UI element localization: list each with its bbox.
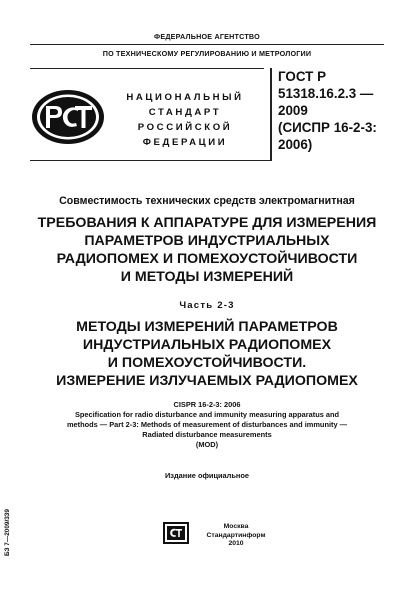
cispr-description-line: (MOD) (195, 440, 219, 449)
part-title-line: И ПОМЕХОУСТОЙЧИВОСТИ. (107, 355, 307, 371)
standard-number-line: 51318.16.2.3 — (278, 86, 374, 101)
standard-block-vertical-rule (270, 68, 272, 160)
standard-number (278, 68, 410, 153)
publication-year: 2010 (228, 540, 244, 548)
document-title-line: ПАРАМЕТРОВ ИНДУСТРИАЛЬНЫХ (84, 233, 330, 249)
document-title-line: И МЕТОДЫ ИЗМЕРЕНИЙ (120, 269, 294, 285)
agency-name-line1: ФЕДЕРАЛЬНОЕ АГЕНТСТВО (154, 32, 260, 41)
cispr-description-line: Radiated disturbance measurements (142, 430, 272, 439)
standartinform-logo-icon (163, 522, 189, 544)
side-code: БЗ 7—2009/339 (4, 509, 11, 556)
standard-number-line: ГОСТ Р (278, 69, 326, 84)
header-divider (30, 44, 384, 45)
cispr-reference: CISPR 16-2-3: 2006 (173, 400, 241, 409)
part-number: Часть 2-3 (179, 300, 235, 311)
document-subject: Совместимость технических средств электромагнитная (59, 195, 355, 207)
cispr-description-line: methods — Part 2-3: Methods of measurement of disturbances and immunity — (66, 420, 348, 429)
publisher-info (196, 523, 276, 549)
standard-number-line: 2009 (278, 103, 308, 118)
agency-name-line2: ПО ТЕХНИЧЕСКОМУ РЕГУЛИРОВАНИЮ И МЕТРОЛОГИИ (102, 49, 312, 58)
document-title-line: РАДИОПОМЕХ И ПОМЕХОУСТОЙЧИВОСТИ (56, 251, 358, 267)
document-title-line: ТРЕБОВАНИЯ К АППАРАТУРЕ ДЛЯ ИЗМЕРЕНИЯ (37, 215, 377, 231)
standard-label-line: СТАНДАРТ (148, 107, 222, 118)
standard-label-line: НАЦИОНАЛЬНЫЙ (126, 92, 244, 103)
gost-r-logo (30, 88, 106, 146)
standard-number-line: (СИСПР 16-2-3: (278, 120, 377, 135)
edition-label: Издание официальное (164, 471, 249, 480)
standard-block-top-rule (30, 68, 264, 69)
standard-number-line: 2006) (278, 137, 313, 152)
publisher-city: Москва (223, 523, 249, 530)
publisher-name: Стандартинформ (206, 531, 266, 539)
standard-label-line: РОССИЙСКОЙ (137, 122, 233, 133)
part-title-line: ИНДУСТРИАЛЬНЫХ РАДИОПОМЕХ (82, 337, 332, 353)
part-title-line: ИЗМЕРЕНИЕ ИЗЛУЧАЕМЫХ РАДИОПОМЕХ (56, 373, 358, 389)
standard-label-line: ФЕДЕРАЦИИ (142, 137, 228, 148)
cispr-description-line: Specification for radio disturbance and immunity measuring apparatus and (74, 410, 340, 419)
part-title-line: МЕТОДЫ ИЗМЕРЕНИЙ ПАРАМЕТРОВ (76, 319, 338, 335)
publisher-logo (163, 522, 189, 544)
standard-block-bottom-rule (30, 160, 272, 161)
gost-r-logo-icon (30, 88, 106, 146)
